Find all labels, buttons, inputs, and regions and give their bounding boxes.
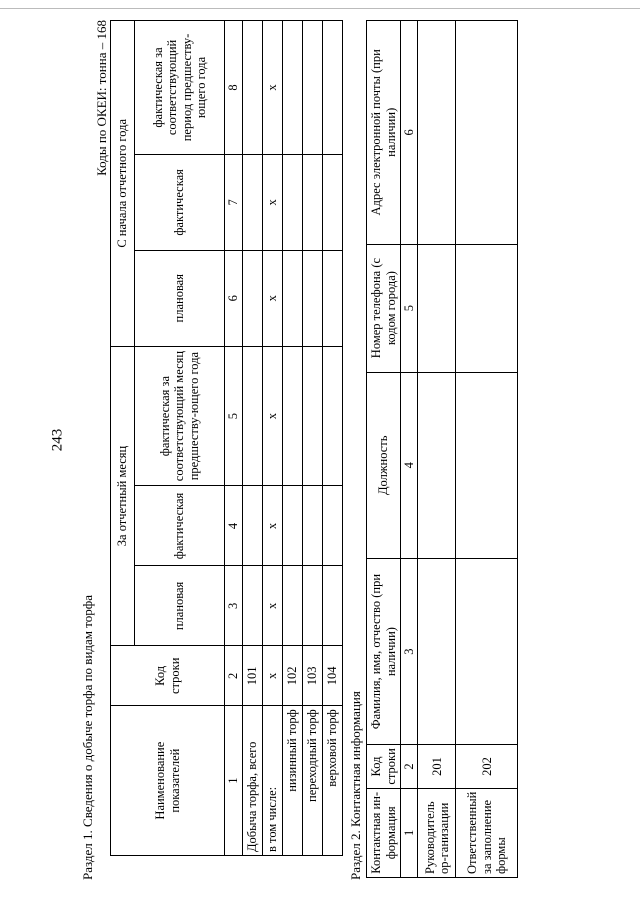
- header-full-name: Фамилия, имя, отчество (при наличии): [367, 558, 401, 744]
- row-name: верховой торф: [323, 706, 343, 856]
- colnum: 1: [401, 788, 418, 877]
- colnum: 6: [225, 250, 243, 346]
- cell[interactable]: [283, 486, 303, 566]
- colnum: 2: [225, 646, 243, 706]
- row-code: 201: [418, 745, 456, 788]
- cell[interactable]: [323, 21, 343, 155]
- cell[interactable]: [283, 566, 303, 646]
- header-name: Наименование показателей: [111, 706, 225, 856]
- header-planned: плановая: [135, 566, 225, 646]
- okei-codes: Коды по ОКЕИ: тонна – 168: [94, 20, 109, 176]
- row-code: 102: [283, 646, 303, 706]
- row-name: переходный торф: [303, 706, 323, 856]
- row-name: низинный торф: [283, 706, 303, 856]
- header-code: Код строки: [111, 646, 225, 706]
- row-code: 202: [456, 745, 518, 788]
- cell[interactable]: [243, 346, 263, 486]
- rotated-content: [80, 20, 560, 880]
- table-row: [418, 21, 456, 878]
- header-actual: фактическая: [135, 486, 225, 566]
- colnum: 7: [225, 154, 243, 250]
- cell: x: [263, 154, 283, 250]
- row-code: 104: [323, 646, 343, 706]
- row-code: 103: [303, 646, 323, 706]
- colnum: 5: [225, 346, 243, 486]
- cell[interactable]: [303, 21, 323, 155]
- cell[interactable]: [418, 372, 456, 558]
- table-row: [456, 21, 518, 878]
- row-name: Руководитель ор-ганизации: [418, 788, 456, 877]
- cell[interactable]: [456, 558, 518, 744]
- cell[interactable]: [303, 250, 323, 346]
- cell[interactable]: [303, 346, 323, 486]
- colnum: 4: [401, 372, 418, 558]
- cell[interactable]: [283, 154, 303, 250]
- cell[interactable]: [243, 250, 263, 346]
- cell: x: [263, 250, 283, 346]
- row-name: Ответственный за заполнение формы: [456, 788, 518, 877]
- row-code: x: [263, 646, 283, 706]
- header-position: Должность: [367, 372, 401, 558]
- section1-title: Раздел 1. Сведения о добыче торфа по видам торфа: [80, 595, 95, 880]
- cell[interactable]: [243, 566, 263, 646]
- contact-info-table: [366, 20, 518, 878]
- cell[interactable]: [323, 566, 343, 646]
- cell[interactable]: [456, 244, 518, 372]
- header-email: Адрес электронной почты (при наличии): [367, 21, 401, 245]
- cell[interactable]: [418, 244, 456, 372]
- cell[interactable]: [303, 566, 323, 646]
- cell: x: [263, 346, 283, 486]
- page-number: 243: [49, 428, 66, 452]
- cell[interactable]: [283, 346, 303, 486]
- cell[interactable]: [323, 346, 343, 486]
- cell[interactable]: [323, 250, 343, 346]
- header-phone: Номер телефона (с кодом города): [367, 244, 401, 372]
- cell[interactable]: [456, 372, 518, 558]
- table-row: [303, 21, 323, 856]
- header-prev-period: фактическая за соответствующий период предшеству-ющего года: [135, 21, 225, 155]
- colnum: 3: [401, 558, 418, 744]
- cell: x: [263, 486, 283, 566]
- row-name: Добыча торфа, всего: [243, 706, 263, 856]
- header-code: Код строки: [367, 745, 401, 788]
- cell[interactable]: [283, 21, 303, 155]
- peat-production-table: [110, 20, 343, 856]
- cell[interactable]: [303, 154, 323, 250]
- cell[interactable]: [243, 154, 263, 250]
- header-year-group: С начала отчетного года: [111, 21, 135, 347]
- colnum: 2: [401, 745, 418, 788]
- cell[interactable]: [456, 21, 518, 245]
- cell[interactable]: [418, 21, 456, 245]
- header-planned: плановая: [135, 250, 225, 346]
- colnum: 4: [225, 486, 243, 566]
- cell: x: [263, 566, 283, 646]
- cell[interactable]: [303, 486, 323, 566]
- colnum: 8: [225, 21, 243, 155]
- table-row: [243, 21, 263, 856]
- table-row: [323, 21, 343, 856]
- colnum: 1: [225, 706, 243, 856]
- cell[interactable]: [283, 250, 303, 346]
- colnum: 5: [401, 244, 418, 372]
- cell[interactable]: [243, 21, 263, 155]
- cell[interactable]: [323, 154, 343, 250]
- cell: x: [263, 21, 283, 155]
- table-row: [263, 21, 283, 856]
- cell[interactable]: [418, 558, 456, 744]
- top-rule: [0, 8, 640, 9]
- cell[interactable]: [323, 486, 343, 566]
- header-actual: фактическая: [135, 154, 225, 250]
- colnum: 6: [401, 21, 418, 245]
- row-name: в том числе:: [263, 706, 283, 856]
- cell[interactable]: [243, 486, 263, 566]
- header-contact: Контактная ин-формация: [367, 788, 401, 877]
- header-month-group: За отчетный месяц: [111, 346, 135, 646]
- row-code: 101: [243, 646, 263, 706]
- header-prev-month: фактическая за соответствующий месяц предшеству-ющего года: [135, 346, 225, 486]
- table-row: [283, 21, 303, 856]
- colnum: 3: [225, 566, 243, 646]
- section2-title: Раздел 2. Контактная информация: [348, 691, 363, 880]
